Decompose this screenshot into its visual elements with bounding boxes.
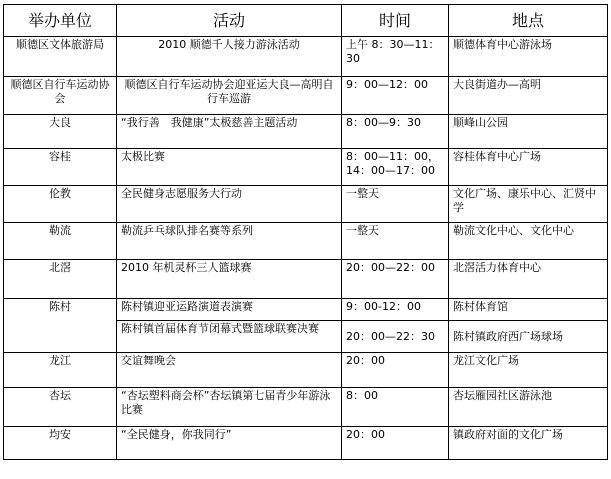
table-row <box>4 186 608 223</box>
time-cell: 20：00—22：30 <box>342 321 449 353</box>
organizer-cell: 大良 <box>4 115 117 149</box>
schedule-table <box>3 4 608 460</box>
location-cell: 容桂体育中心广场 <box>449 149 608 186</box>
table-row <box>4 223 608 260</box>
activity-cell: 2010 顺德千人接力游泳活动 <box>117 37 342 77</box>
location-cell: 杏坛雁园社区游泳池 <box>449 388 608 427</box>
organizer-cell: 杏坛 <box>4 388 117 427</box>
time-cell: 9：00—12：00 <box>342 77 449 115</box>
time-cell: 20：00 <box>342 427 449 460</box>
location-cell: 大良街道办—高明 <box>449 77 608 115</box>
organizer-cell: 均安 <box>4 427 117 460</box>
table-row <box>4 260 608 299</box>
organizer-cell: 容桂 <box>4 149 117 186</box>
time-cell: 20：00—22：00 <box>342 260 449 299</box>
activity-cell: “全民健身，你我同行” <box>117 427 342 460</box>
time-cell: 20：00 <box>342 353 449 388</box>
table-row <box>4 427 608 460</box>
table-row <box>4 37 608 77</box>
activity-cell: 太极比赛 <box>117 149 342 186</box>
time-cell: 一整天 <box>342 186 449 223</box>
location-cell: 龙江文化广场 <box>449 353 608 388</box>
table-row <box>4 388 608 427</box>
location-cell: 顺德体育中心游泳场 <box>449 37 608 77</box>
header-activity: 活动 <box>117 5 342 37</box>
time-cell: 上午 8：30—11：30 <box>342 37 449 77</box>
activity-cell: 2010 年机灵杯三人篮球赛 <box>117 260 342 299</box>
header-row <box>4 5 608 37</box>
organizer-cell: 陈村 <box>4 299 117 353</box>
activity-cell: 勒流乒乓球队排名赛等系列 <box>117 223 342 260</box>
time-cell: 8：00—9：30 <box>342 115 449 149</box>
location-cell: 北滘活力体育中心 <box>449 260 608 299</box>
activity-cell: 交谊舞晚会 <box>117 353 342 388</box>
activity-cell: “杏坛塑料商会杯”杏坛镇第七届青少年游泳比赛 <box>117 388 342 427</box>
organizer-cell: 龙江 <box>4 353 117 388</box>
table-row <box>4 299 608 321</box>
table-row <box>4 353 608 388</box>
organizer-cell: 勒流 <box>4 223 117 260</box>
header-time: 时间 <box>342 5 449 37</box>
activity-cell: 全民健身志愿服务大行动 <box>117 186 342 223</box>
location-cell: 镇政府对面的文化广场 <box>449 427 608 460</box>
organizer-cell: 顺德区文体旅游局 <box>4 37 117 77</box>
time-cell: 8：00—11：00，14：00—17：00 <box>342 149 449 186</box>
activity-cell: 陈村镇迎亚运路演道表演赛 <box>117 299 342 321</box>
location-cell: 勒流文化中心、文化中心 <box>449 223 608 260</box>
time-cell: 一整天 <box>342 223 449 260</box>
header-location: 地点 <box>449 5 608 37</box>
table-row <box>4 77 608 115</box>
organizer-cell: 伦教 <box>4 186 117 223</box>
table-row <box>4 149 608 186</box>
time-cell: 8：00 <box>342 388 449 427</box>
location-cell: 顺峰山公园 <box>449 115 608 149</box>
organizer-cell: 顺德区自行车运动协会 <box>4 77 117 115</box>
location-cell: 陈村体育馆 <box>449 299 608 321</box>
organizer-cell: 北滘 <box>4 260 117 299</box>
location-cell: 文化广场、康乐中心、汇贤中学 <box>449 186 608 223</box>
time-cell: 9：00-12：00 <box>342 299 449 321</box>
location-cell: 陈村镇政府西广场球场 <box>449 321 608 353</box>
activity-cell: 陈村镇首届体育节闭幕式暨篮球联赛决赛 <box>117 321 342 353</box>
header-organizer: 举办单位 <box>4 5 117 37</box>
activity-cell: “我行善 我健康”太极慈善主题活动 <box>117 115 342 149</box>
table-row <box>4 115 608 149</box>
activity-cell: 顺德区自行车运动协会迎亚运大良—高明自行车巡游 <box>117 77 342 115</box>
